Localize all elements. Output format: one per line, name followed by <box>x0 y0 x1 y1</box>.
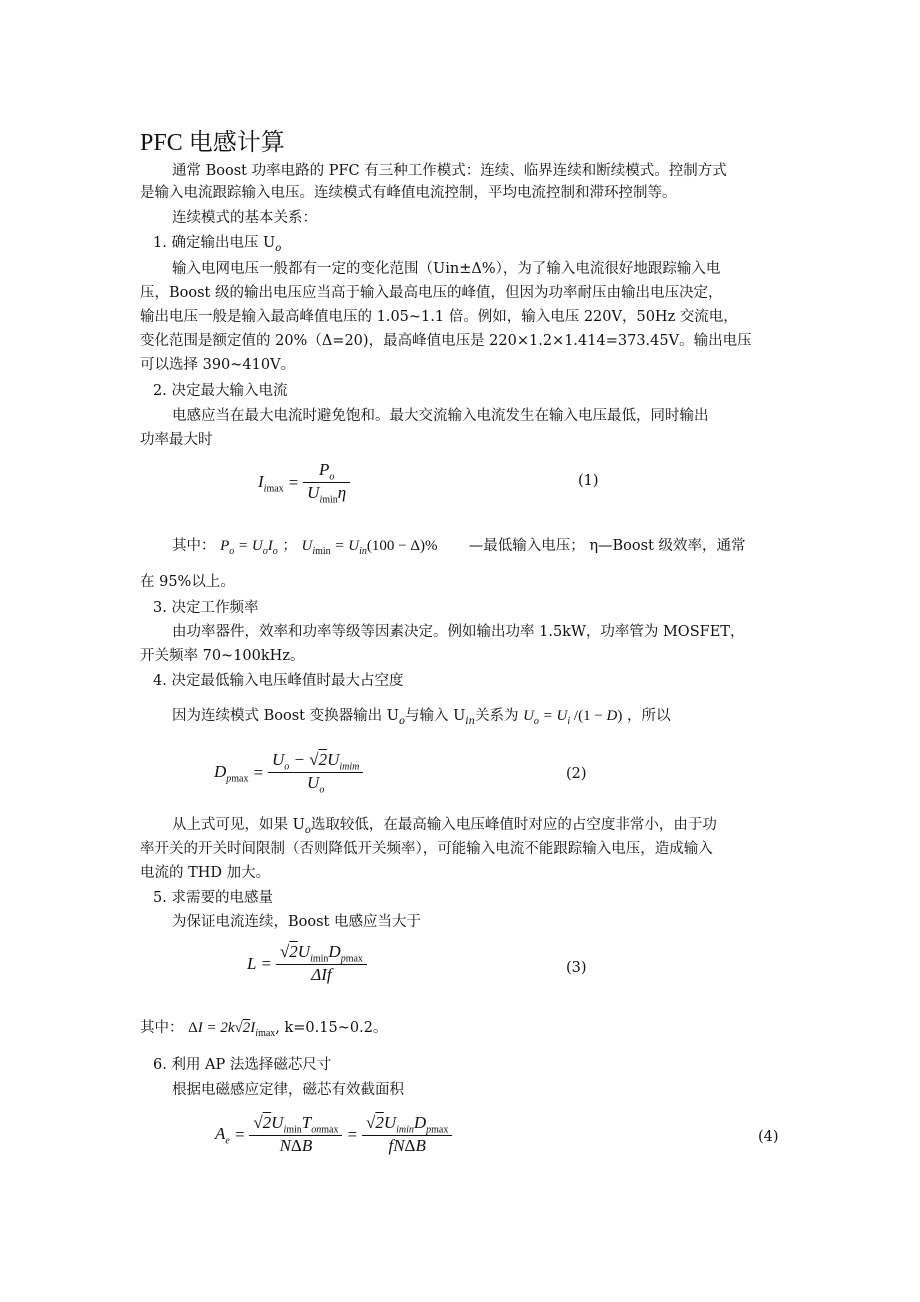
equation-1-number: (1) <box>578 473 599 489</box>
intro-line-2: 是输入电流跟踪输入电压。连续模式有峰值电流控制，平均电流控制和滞环控制等。 <box>140 185 677 201</box>
s6-line-1: 根据电磁感应定律，磁芯有效截面积 <box>172 1082 404 1098</box>
section-1-heading-text: 1. 确定输出电压 U <box>153 235 276 251</box>
s4-after-1b: 选取较低，在最高输入电压峰值时对应的占空度非常小，由于功 <box>310 817 717 833</box>
s4-after-3: 电流的 THD 加大。 <box>140 865 271 881</box>
s1-line-4: 变化范围是额定值的 20%（Δ=20)，最高峰值电压是 220×1.2×1.414=373.45V。输出电压 <box>140 333 752 349</box>
equation-4-number: (4) <box>758 1129 779 1145</box>
s2-where-line-2: 在 95%以上。 <box>140 574 235 590</box>
s2-line-1: 电感应当在最大电流时避免饱和。最大交流输入电流发生在输入电压最低，同时输出 <box>172 408 709 424</box>
intro-line-1: 通常 Boost 功率电路的 PFC 有三种工作模式：连续、临界连续和断续模式。控制方式 <box>172 163 727 179</box>
s1-line-1b: in±Δ%），为了输入电流很好地跟踪输入电 <box>445 261 721 277</box>
s5-where-prefix: 其中： <box>140 1020 184 1036</box>
s2-line-2: 功率最大时 <box>140 432 213 448</box>
s5-k-range: k=0.15~0.2。 <box>284 1020 388 1036</box>
where-prefix: 其中： <box>172 538 216 554</box>
s3-line-2: 开关频率 70~100kHz。 <box>140 648 305 664</box>
s3-line-1: 由功率器件，效率和功率等级等因素决定。例如输出功率 1.5kW，功率管为 MOSFET， <box>172 624 745 640</box>
section-5-heading: 5. 求需要的电感量 <box>153 890 273 906</box>
section-2-heading: 2. 决定最大输入电流 <box>153 383 288 399</box>
s1-line-2: 压，Boost 级的输出电压应当高于输入最高电压的峰值，但因为功率耐压由输出电压决定， <box>140 285 723 301</box>
s5-where-line: 其中： $\Delta I = 2k√2I_{imax}$, k=0.15~0.2。 <box>140 1020 388 1039</box>
section-4-heading: 4. 决定最低输入电压峰值时最大占空度 <box>153 673 404 689</box>
equation-2: $D_{pmax}$ = $\frac{U_o - √2U_{imim}}{U_o}$ <box>214 750 363 796</box>
s4-text-d: ，所以 <box>626 708 671 724</box>
equation-3: L = $\frac{√2U_{imin}D_{pmax}}{\text{ΔIf}}$ <box>247 942 367 985</box>
s4-after-1: 从上式可见，如果 $U_o$选取较低，在最高输入电压峰值时对应的占空度非常小，由于功 <box>172 817 717 836</box>
s1-line-1a: 输入电网电压一般都有一定的变化范围（U <box>172 261 446 277</box>
s4-after-1a: 从上式可见，如果 U <box>172 817 305 833</box>
s2-where-line: 其中： $P_o = U_oI_o$ ； $U_{imin} = U_{in}(100 - \Delta)\%$ —最低输入电压； η—Boost 级效率，通常 <box>172 538 746 557</box>
equation-1: $I_{imax}$ = $\frac{P_o}{U_{imin}\eta}$ <box>258 460 350 506</box>
s4-text-b: 与输入 U <box>404 708 466 724</box>
section-1-heading: 1. 确定输出电压 $U_o$ <box>153 235 282 254</box>
s4-text-a: 因为连续模式 Boost 变换器输出 U <box>172 708 399 724</box>
equation-3-number: (3) <box>566 960 587 976</box>
s4-line-1: 因为连续模式 Boost 变换器输出 $U_o$与输入 $U_{in}$关系为 $U_o = U_i$ /(1 − D) ，所以 <box>172 708 671 727</box>
where-min-voltage: —最低输入电压； <box>468 538 585 554</box>
section-3-heading: 3. 决定工作频率 <box>153 600 259 616</box>
s1-line-1 <box>172 258 720 280</box>
where-separator: ； <box>282 538 297 554</box>
where-efficiency: η—Boost 级效率，通常 <box>589 538 746 554</box>
page-title: PFC 电感计算 <box>140 130 285 156</box>
s5-line-1: 为保证电流连续，Boost 电感应当大于 <box>172 914 421 930</box>
s1-line-3: 输出电压一般是输入最高峰值电压的 1.05~1.1 倍。例如，输入电压 220V，50Hz 交流电， <box>140 309 738 325</box>
equation-4: $A_e$ = $\frac{√2U_{imin}T_{onmax}}{\text{NΔB}}$ = $\frac{√2U_{imin}D_{pmax}}{\text{fNΔB}}$ <box>215 1113 452 1156</box>
intro-line-3: 连续模式的基本关系： <box>172 210 317 226</box>
s4-after-2: 率开关的开关时间限制（否则降低开关频率），可能输入电流不能跟踪输入电压，造成输入 <box>140 841 713 857</box>
s1-line-5: 可以选择 390~410V。 <box>140 357 296 373</box>
s4-text-c: 关系为 <box>474 708 519 724</box>
section-6-heading: 6. 利用 AP 法选择磁芯尺寸 <box>153 1057 332 1073</box>
equation-2-number: (2) <box>566 766 587 782</box>
